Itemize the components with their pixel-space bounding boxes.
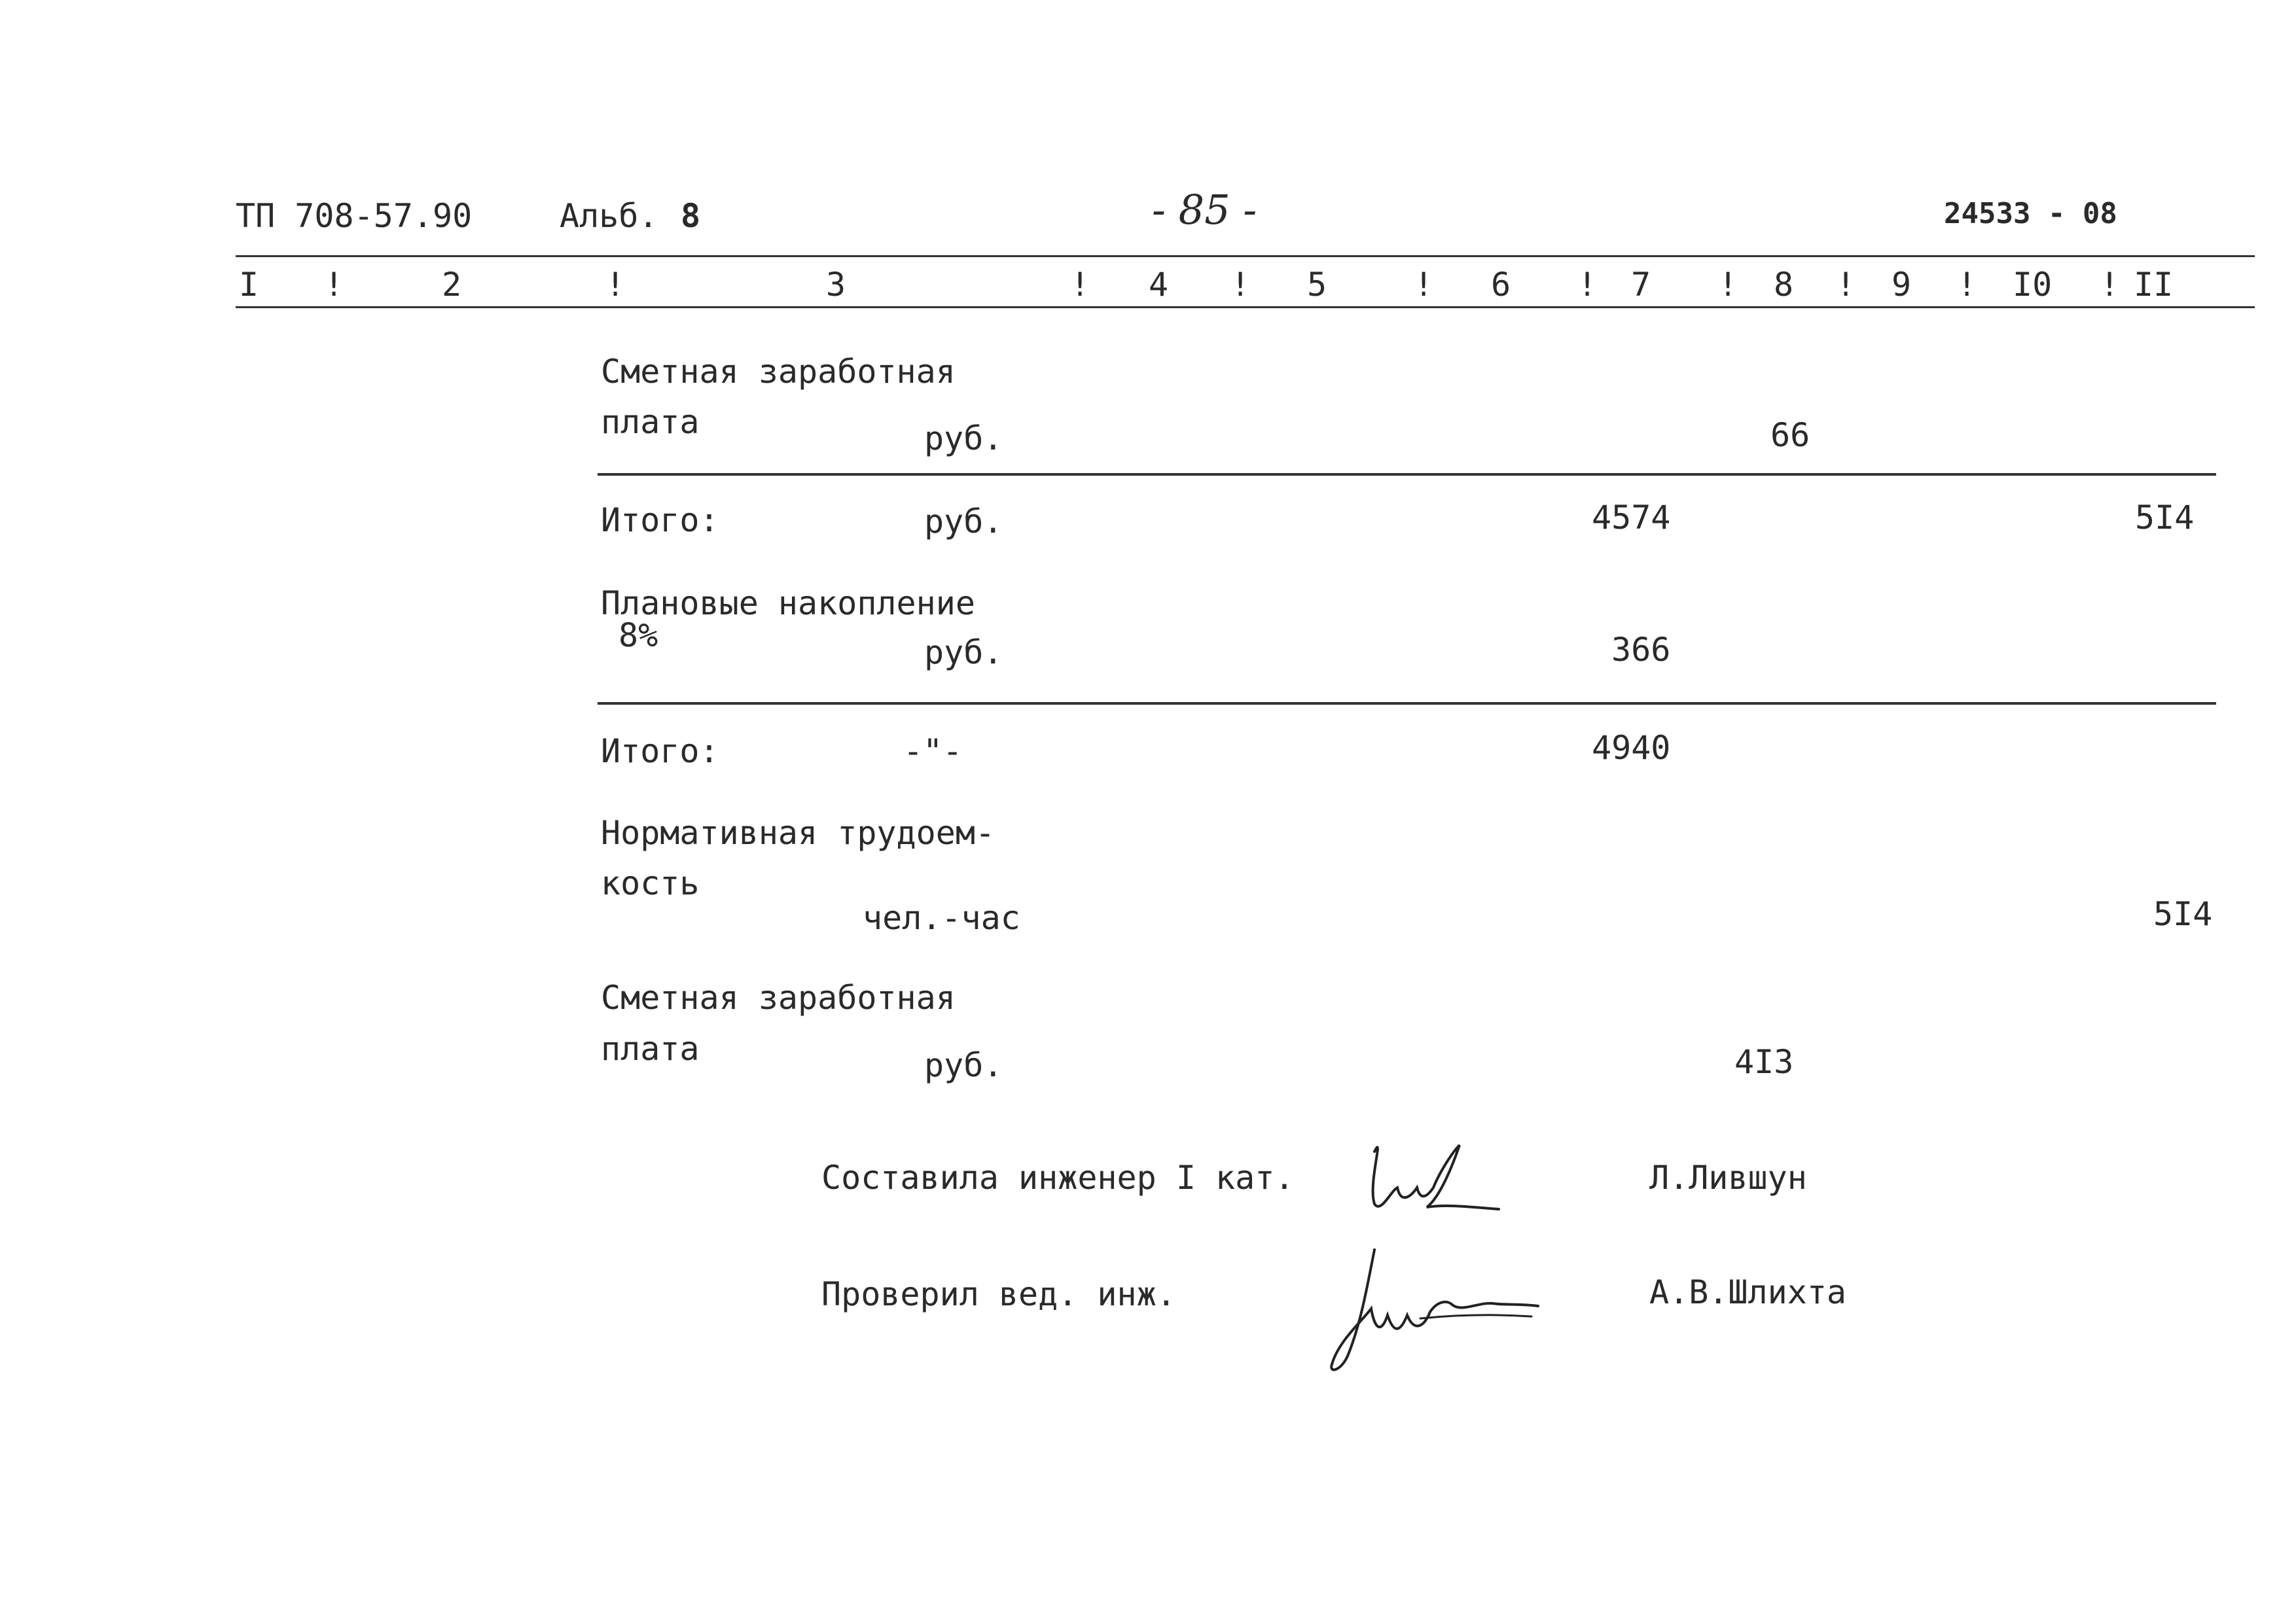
row3-col7-value: 366	[1611, 631, 1671, 669]
album-label: Альб.	[560, 197, 658, 235]
signature-checked	[1322, 1243, 1545, 1381]
col-num-8: 8	[1774, 266, 1794, 304]
album-number: 8	[681, 197, 701, 235]
checked-by-label: Проверил вед. инж.	[821, 1275, 1176, 1313]
col-num-2: 2	[442, 266, 462, 304]
row1-label-line2: плата	[601, 403, 700, 441]
row-divider	[598, 702, 2216, 705]
col-num-1: I	[239, 266, 259, 304]
header-top-rule	[236, 255, 2255, 257]
row2-col7-value: 4574	[1592, 499, 1671, 537]
row4-col7-value: 4940	[1592, 729, 1671, 767]
checked-by-name: А.В.Шлихта	[1649, 1273, 1847, 1311]
col-sep: !	[1836, 266, 1856, 304]
col-num-9: 9	[1892, 266, 1912, 304]
row6-unit: руб.	[924, 1046, 1003, 1084]
row6-label-line1: Сметная заработная	[601, 979, 956, 1017]
col-num-3: 3	[826, 266, 846, 304]
col-sep: !	[1718, 266, 1738, 304]
col-sep: !	[605, 266, 626, 304]
row4-label: Итого:	[601, 732, 719, 770]
compiled-by-name: Л.Лившун	[1649, 1159, 1807, 1197]
row5-label-line1: Нормативная трудоем-	[601, 814, 996, 852]
row2-col11-value: 5I4	[2135, 499, 2195, 537]
row6-label-line2: плата	[601, 1030, 700, 1068]
row2-unit: руб.	[924, 503, 1003, 540]
row4-unit: -"-	[903, 732, 963, 770]
col-sep: !	[1230, 266, 1251, 304]
col-num-4: 4	[1149, 266, 1169, 304]
row6-col8-value: 4I3	[1734, 1043, 1794, 1081]
row3-unit: руб.	[924, 633, 1003, 671]
row-divider	[598, 473, 2216, 476]
col-sep: !	[1957, 266, 1977, 304]
row1-col8-value: 66	[1770, 416, 1810, 454]
row5-label-line2: кость	[601, 864, 700, 902]
col-sep: !	[1414, 266, 1434, 304]
row5-unit: чел.-час	[863, 899, 1020, 937]
row1-label-line1: Сметная заработная	[601, 353, 956, 391]
col-num-7: 7	[1631, 266, 1651, 304]
col-sep: !	[1577, 266, 1598, 304]
doc-code: ТП 708-57.90	[236, 197, 473, 235]
col-sep: !	[1070, 266, 1090, 304]
col-num-11: II	[2134, 266, 2174, 304]
col-num-5: 5	[1307, 266, 1327, 304]
col-sep: !	[2100, 266, 2120, 304]
col-num-10: I0	[2013, 266, 2053, 304]
row3-label-line1: Плановые накопление	[601, 584, 975, 622]
signature-compiled	[1361, 1125, 1505, 1224]
row1-unit: руб.	[924, 419, 1003, 457]
stamp-number: 24533 - 08	[1944, 197, 2117, 230]
col-sep: !	[324, 266, 344, 304]
col-num-6: 6	[1491, 266, 1511, 304]
row5-col11-value: 5I4	[2153, 895, 2213, 933]
compiled-by-label: Составила инженер I кат.	[821, 1159, 1295, 1197]
row3-label-line2: 8%	[619, 616, 658, 654]
header-bottom-rule	[236, 306, 2255, 308]
row2-label: Итого:	[601, 501, 719, 539]
page-number: - 85 -	[1152, 186, 1257, 234]
